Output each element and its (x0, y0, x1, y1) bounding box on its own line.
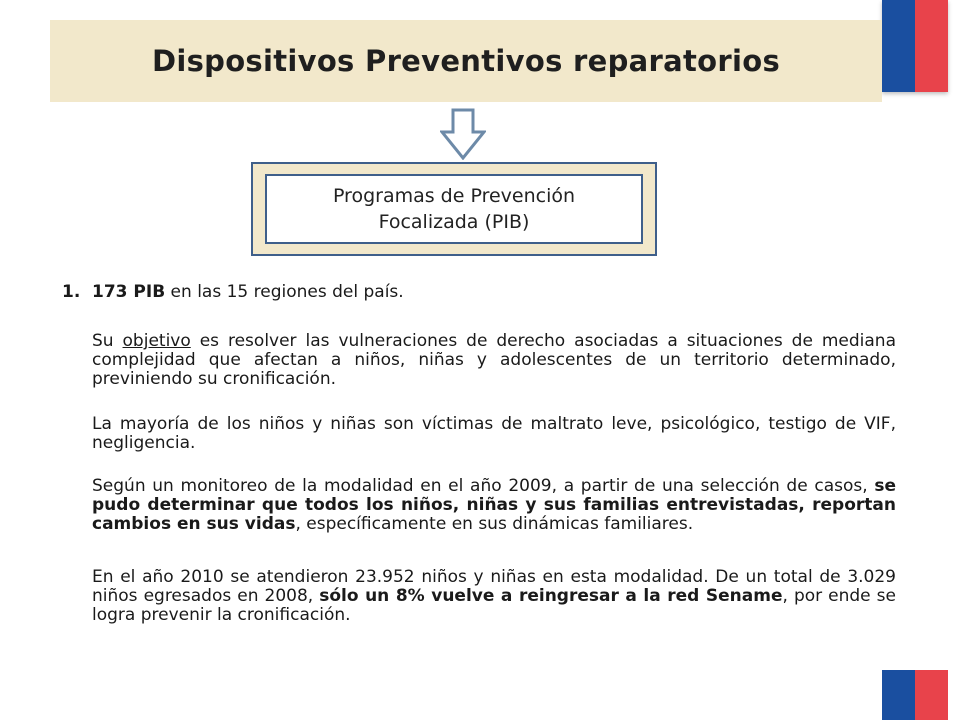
list-number: 1. (62, 282, 81, 302)
flag-blue-stripe-bottom (882, 670, 915, 720)
content-body (62, 283, 896, 625)
title-banner (50, 20, 882, 102)
year-2010-paragraph (92, 568, 896, 625)
program-box-line1: Programas de Prevención (332, 185, 576, 207)
program-box-line2: Focalizada (PIB) (378, 211, 530, 233)
pib-regions: en las 15 regiones del país. (165, 282, 404, 302)
slide-title: Dispositivos Preventivos reparatorios (151, 44, 781, 78)
monitoring-paragraph (92, 477, 896, 534)
list-item-text (92, 283, 404, 302)
list-item-1 (62, 283, 896, 302)
objective-paragraph (92, 332, 896, 389)
flag-blue-stripe (882, 0, 915, 92)
flag-red-stripe-bottom (915, 670, 948, 720)
flag-decoration-bottom (882, 670, 948, 720)
year-2010-bold: sólo un 8% vuelve a reingresar a la red Sename (319, 586, 783, 606)
program-box-inner (265, 174, 643, 244)
year-2010-post: , por ende se logra prevenir la cronificación. (92, 586, 896, 625)
objective-pre: Su (92, 331, 123, 351)
pib-count: 173 PIB (92, 282, 166, 302)
program-box (251, 162, 657, 256)
flag-red-stripe (915, 0, 948, 92)
objective-post: es resolver las vulneraciones de derecho asociadas a situaciones de mediana complejidad que afectan a niños, niñas y adolescentes de un territorio determinado, previniendo su cronificación. (92, 331, 896, 389)
objective-word: objetivo (122, 331, 191, 351)
year-2010-pre: En el año 2010 se atendieron 23.952 niños y niñas en esta modalidad. De un total de 3.029 niños egresados en 2008, (92, 567, 896, 606)
monitoring-pre: Según un monitoreo de la modalidad en el año 2009, a partir de una selección de casos, (92, 476, 875, 496)
monitoring-bold: se pudo determinar que todos los niños, niñas y sus familias entrevistadas, reportan cambios en sus vidas (92, 476, 896, 534)
down-arrow-icon (440, 108, 486, 160)
monitoring-post: , específicamente en sus dinámicas familiares. (295, 514, 694, 534)
majority-paragraph: La mayoría de los niños y niñas son víctimas de maltrato leve, psicológico, testigo de VIF, negligencia. (92, 414, 896, 453)
flag-decoration-top (882, 0, 948, 92)
